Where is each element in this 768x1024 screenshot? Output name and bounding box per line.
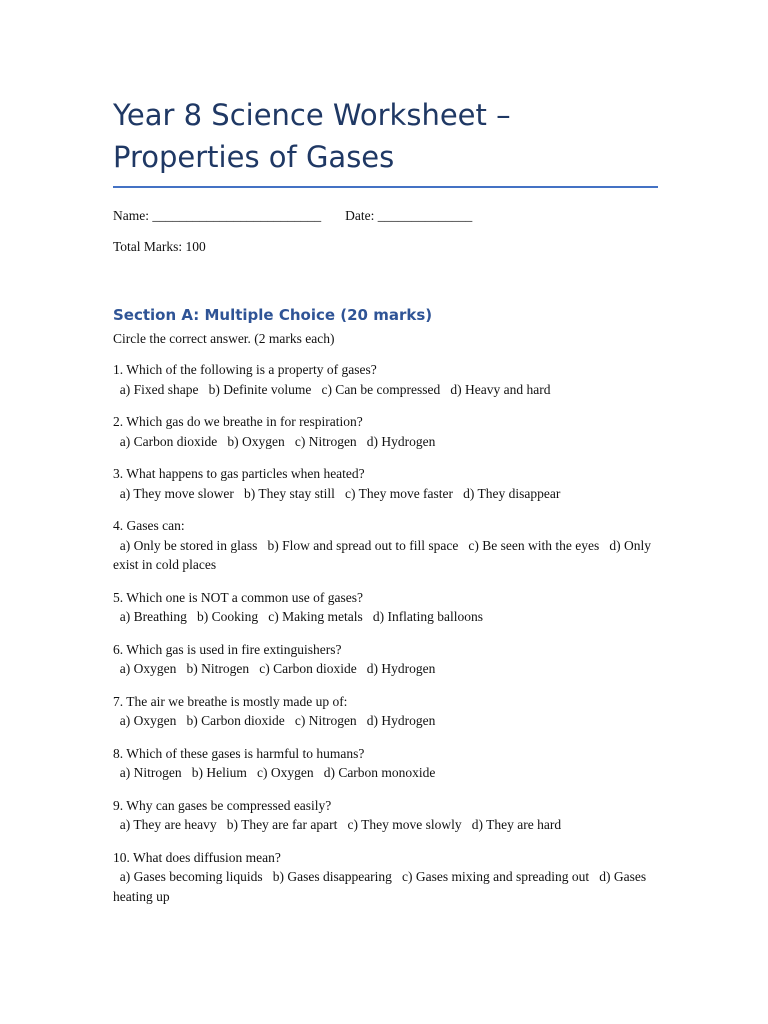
- question-options: a) Gases becoming liquids b) Gases disappearing c) Gases mixing and spreading out d) Gases heating up: [113, 869, 650, 904]
- question-text: 9. Why can gases be compressed easily?: [113, 797, 332, 813]
- page-title: Year 8 Science Worksheet – Properties of Gases: [113, 94, 658, 188]
- worksheet-page: [113, 94, 658, 906]
- question-options: a) Nitrogen b) Helium c) Oxygen d) Carbon monoxide: [113, 765, 436, 780]
- question-4: [113, 516, 658, 575]
- question-7: [113, 692, 658, 731]
- name-field: Name: _________________________: [113, 208, 322, 223]
- question-3: [113, 464, 658, 503]
- question-options: a) Only be stored in glass b) Flow and spread out to fill space c) Be seen with the eyes d) Only exist in cold places: [113, 537, 655, 572]
- question-10: [113, 848, 658, 907]
- section-a-instruction: Circle the correct answer. (2 marks each): [113, 331, 335, 346]
- question-text: 5. Which one is NOT a common use of gases?: [113, 589, 363, 605]
- section-a-heading: Section A: Multiple Choice (20 marks): [113, 306, 433, 324]
- question-text: 4. Gases can:: [113, 518, 185, 533]
- question-options: a) Oxygen b) Nitrogen c) Carbon dioxide d) Hydrogen: [113, 661, 436, 676]
- question-6: [113, 640, 658, 679]
- question-5: [113, 588, 658, 627]
- question-text: 10. What does diffusion mean?: [113, 849, 281, 865]
- date-field: Date: ______________: [345, 208, 473, 223]
- question-text: 8. Which of these gases is harmful to humans?: [113, 745, 365, 761]
- question-text: 1. Which of the following is a property of gases?: [113, 362, 377, 377]
- total-marks: Total Marks: 100: [113, 239, 206, 254]
- question-options: a) They move slower b) They stay still c) They move faster d) They disappear: [113, 485, 561, 501]
- question-text: 2. Which gas do we breathe in for respiration?: [113, 414, 363, 429]
- question-options: a) Carbon dioxide b) Oxygen c) Nitrogen d) Hydrogen: [113, 433, 436, 449]
- question-options: a) Breathing b) Cooking c) Making metals d) Inflating balloons: [113, 609, 484, 624]
- question-options: a) Oxygen b) Carbon dioxide c) Nitrogen d) Hydrogen: [113, 713, 436, 728]
- question-2: [113, 412, 658, 451]
- question-text: 3. What happens to gas particles when heated?: [113, 466, 365, 481]
- question-text: 6. Which gas is used in fire extinguishers?: [113, 641, 342, 657]
- question-1: [113, 360, 658, 399]
- question-8: [113, 744, 658, 783]
- question-text: 7. The air we breathe is mostly made up of:: [113, 693, 348, 709]
- name-date-line: [113, 208, 658, 224]
- question-options: a) They are heavy b) They are far apart c) They move slowly d) They are hard: [113, 817, 562, 832]
- question-options: a) Fixed shape b) Definite volume c) Can be compressed d) Heavy and hard: [113, 381, 551, 397]
- question-9: [113, 796, 658, 835]
